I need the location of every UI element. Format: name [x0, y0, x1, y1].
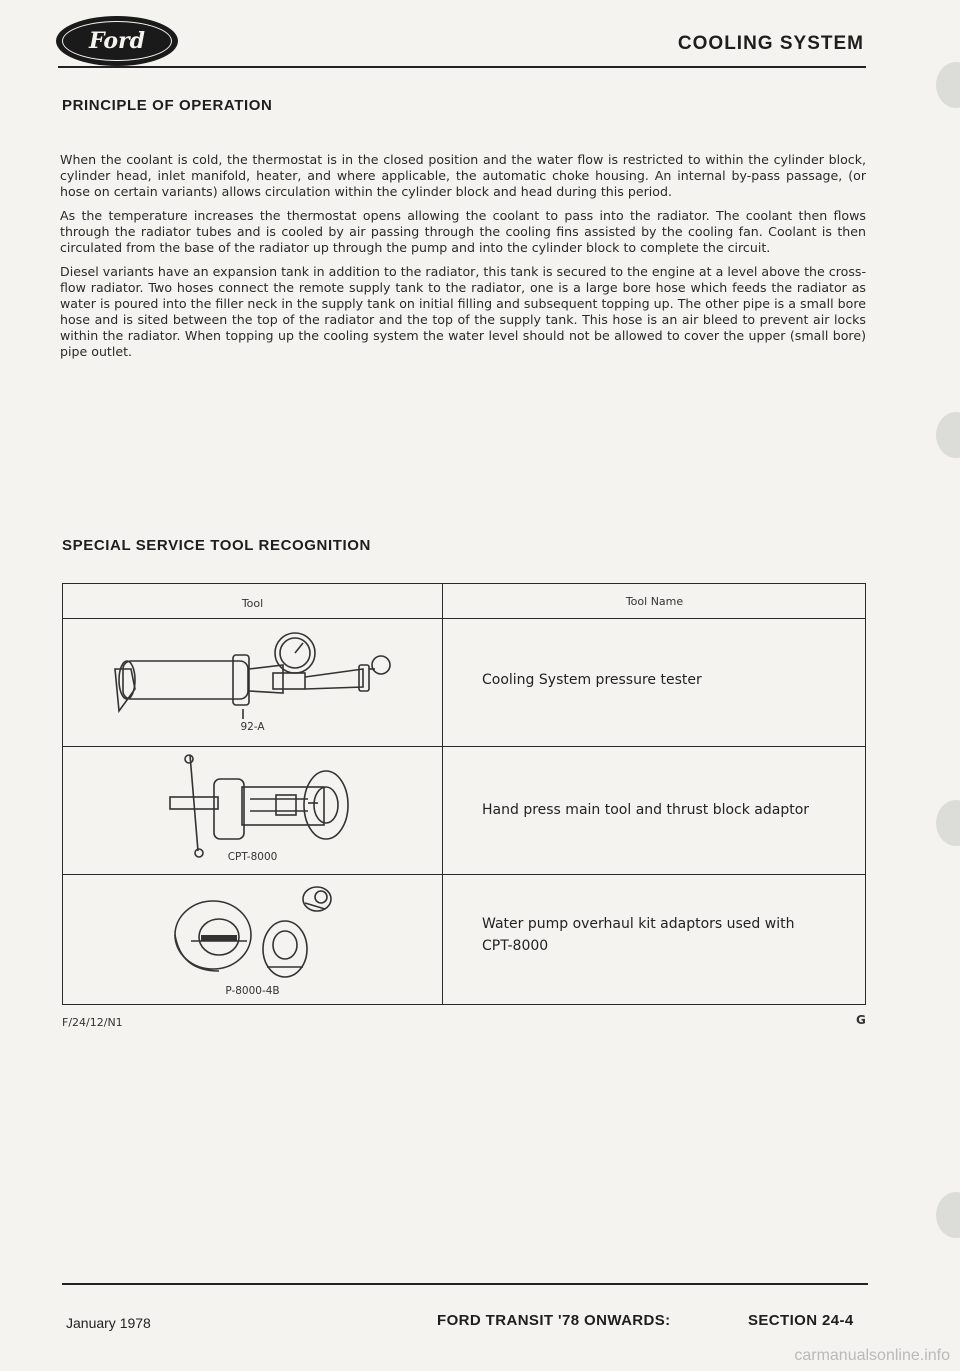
- punch-hole-icon: [936, 62, 960, 108]
- tool-code: CPT-8000: [227, 851, 278, 863]
- principle-paragraph: As the temperature increases the thermostat opens allowing the coolant to pass into the radiator. The coolant then flows through the radiator tubes and is cooled by air passing through the cooling fins assisted by the cooling fan. Coolant is then circulated from the base of the radiator up through the pump and into the cylinder block to complete the circuit.: [60, 208, 866, 255]
- figure-reference: F/24/12/N1: [62, 1016, 123, 1029]
- tools-table: [62, 583, 866, 1005]
- table-header-row: [63, 584, 865, 619]
- principle-paragraph: Diesel variants have an expansion tank in addition to the radiator, this tank is secured to the engine at a level above the cross-flow radiator. Two hoses connect the remote supply tank to the radiator, one is a large bore hose which feeds the radiator as water is poured into the filler neck in the supply tank on initial filling and subsequent topping up. The other pipe is a small bore hose and is sited between the top of the radiator and the top of the supply tank. This hose is an air bleed to prevent air locks within the radiator. When topping up the cooling system the water level should not be allowed to cover the upper (small bore) pipe outlet.: [60, 264, 866, 359]
- tool-name: Water pump overhaul kit adaptors used with CPT-8000: [482, 916, 795, 954]
- principle-body: [60, 152, 866, 368]
- tool-code: P-8000-4B: [225, 985, 280, 997]
- footer-section: SECTION 24-4: [748, 1312, 854, 1329]
- tool-code: 92-A: [240, 721, 265, 733]
- punch-hole-icon: [936, 800, 960, 846]
- tool-name: Cooling System pressure tester: [482, 672, 702, 688]
- column-header-tool-name: Tool Name: [625, 595, 684, 608]
- principle-paragraph: When the coolant is cold, the thermostat is in the closed position and the water flow is restricted to within the cylinder block, cylinder head, inlet manifold, heater, and where applicable, the automatic choke housing. An internal by-pass passage, (or hose on certain variants) allows circulation within the cylinder block and head during this period.: [60, 152, 866, 199]
- table-row: [63, 619, 865, 747]
- punch-hole-icon: [936, 412, 960, 458]
- footer-date: January 1978: [66, 1315, 151, 1331]
- principle-heading: PRINCIPLE OF OPERATION: [62, 97, 273, 114]
- table-row: [63, 875, 865, 1004]
- adaptor-kit-icon: [171, 879, 341, 983]
- tool-name: Hand press main tool and thrust block adaptor: [482, 802, 810, 818]
- header-rule: [58, 66, 866, 68]
- table-row: [63, 747, 865, 875]
- ford-logo-text: Ford: [62, 21, 172, 61]
- page-header-title: COOLING SYSTEM: [677, 33, 864, 54]
- ford-logo: [56, 16, 178, 66]
- punch-hole-icon: [936, 1192, 960, 1238]
- hand-press-icon: [158, 753, 358, 859]
- pressure-tester-icon: [113, 629, 403, 719]
- column-header-tool: Tool: [241, 597, 264, 610]
- figure-mark: G: [856, 1013, 866, 1027]
- watermark: carmanualsonline.info: [794, 1347, 950, 1364]
- tools-heading: SPECIAL SERVICE TOOL RECOGNITION: [62, 537, 371, 554]
- footer-title: FORD TRANSIT '78 ONWARDS:: [437, 1312, 671, 1329]
- footer-rule: [62, 1283, 868, 1285]
